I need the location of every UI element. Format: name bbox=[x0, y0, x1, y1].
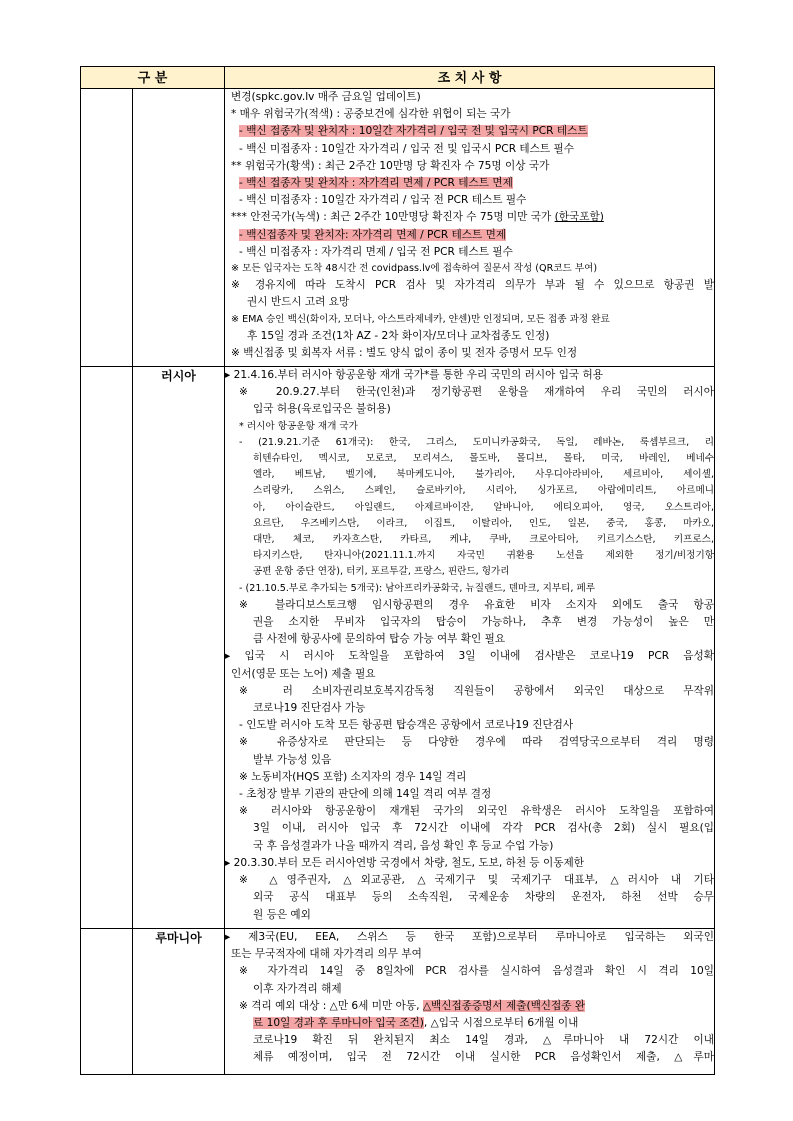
text-line: ※ 러시아와 항공운항이 재개된 국가의 외국인 유학생은 러시아 도착일을 포함하여 bbox=[239, 805, 714, 818]
row-romania bbox=[81, 929, 715, 1075]
text-line: 3일 이내, 러시아 입국 후 72시간 이내에 각각 PCR 검사(총 2회) 실시 필요(입 bbox=[253, 822, 714, 835]
text-line: 이후 자가격리 해제 bbox=[253, 982, 342, 995]
text-line: 변경(spkc.gov.lv 매주 금요일 업데이트) bbox=[231, 91, 421, 103]
text-line: - 인도발 러시아 도착 모든 항공편 탑승객은 공항에서 코로나19 진단검사 bbox=[239, 719, 574, 732]
latvia-content bbox=[225, 89, 715, 367]
text-line bbox=[225, 175, 714, 192]
text-line: - (21.10.5.부로 추가되는 5개국): 남아프리카공화국, 뉴질랜드, 덴마크, 지부티, 페루 bbox=[239, 582, 596, 594]
text-line bbox=[225, 123, 714, 140]
text-line: 대만, 체코, 카자흐스탄, 카타르, 케냐, 쿠바, 크로아티아, 키르기스스탄, 키프로스, bbox=[253, 534, 714, 546]
header-row bbox=[81, 67, 715, 89]
text-line: ※ EMA 승인 백신(화이자, 모더나, 아스트라제네카, 얀센)만 인정되며, 모든 접종 과정 완료 bbox=[231, 313, 610, 325]
russia-content bbox=[225, 367, 715, 929]
text-line: 공편 운항 중단 연장), 터키, 포르투갈, 프랑스, 핀란드, 헝가리 bbox=[253, 566, 510, 578]
highlight-text: - 백신 접종자 및 완치자 : 자가격리 면제 / PCR 테스트 면제 bbox=[239, 177, 513, 190]
text-line bbox=[225, 209, 714, 226]
text-line bbox=[225, 1015, 714, 1032]
text-line: ▸ 입국 시 러시아 도착일을 포함하여 3일 이내에 검사받은 코로나19 PCR 음성확 bbox=[225, 650, 714, 663]
text-line: - 백신 미접종자 : 자가격리 면제 / 입국 전 PCR 테스트 필수 bbox=[239, 245, 513, 258]
blank-cell bbox=[81, 367, 133, 929]
underlined-text: (한국포함) bbox=[554, 211, 604, 224]
country-cell-empty bbox=[133, 89, 225, 367]
highlight-text: 료 10일 경과 후 루마니아 입국 조건) bbox=[253, 1017, 424, 1030]
highlight-text: - 백신 접종자 및 완치자 : 10일간 자가격리 / 입국 전 및 입국시 PCR 테스트 bbox=[239, 125, 588, 138]
text-line: - (21.9.21.기준 61개국): 한국, 그리스, 도미니카공화국, 독일, 레바논, 룩셈부르크, 리 bbox=[239, 436, 714, 448]
text-line: ※ 20.9.27.부터 한국(인천)과 정기항공편 운항을 재개하여 우리 국민의 러시아 bbox=[239, 386, 714, 399]
text-line: 큼 사전에 항공사에 문의하여 탑승 가능 여부 확인 필요 bbox=[253, 633, 506, 646]
text-line: ** 위험국가(황색) : 최근 2주간 10만명 당 확진자 수 75명 이상 국가 bbox=[231, 159, 550, 172]
text-line: 체류 예정이며, 입국 전 72시간 이내 실시한 PCR 음성확인서 제출, △루마 bbox=[253, 1051, 714, 1064]
text-line: ▸ 21.4.16.부터 러시아 항공운항 재개 국가*를 통한 우리 국민의 러시아 입국 허용 bbox=[225, 369, 603, 381]
blank-cell bbox=[81, 929, 133, 1075]
country-romania: 루마니아 bbox=[133, 929, 225, 1075]
header-category: 구 분 bbox=[81, 67, 225, 89]
text-line: ※ 경유지에 따라 도착시 PCR 검사 및 자가격리 의무가 부과 될 수 있으므로 항공권 발 bbox=[231, 279, 714, 292]
text-line: 아, 아이슬란드, 아일랜드, 아제르바이잔, 알바니아, 에티오피아, 영국, 오스트리아, bbox=[253, 501, 714, 513]
highlight-text: - 백신접종자 및 완치자: 자가격리 면제 / PCR 테스트 면제 bbox=[239, 228, 507, 241]
text-line: ※ 백신접종 및 회복자 서류 : 별도 양식 없이 종이 및 전자 증명서 모두 인정 bbox=[231, 347, 578, 360]
text-line bbox=[225, 998, 714, 1015]
text-line: 엘라, 베트남, 벨기에, 북마케도니아, 불가리아, 사우디아라비아, 세르비아, 세이셸, bbox=[253, 469, 714, 481]
text-line: 입국 허용(육로입국은 불허용) bbox=[253, 403, 391, 416]
text-line: ※ 자가격리 14일 중 8일차에 PCR 검사를 실시하여 음성결과 확인 시 격리 10일 bbox=[239, 965, 714, 978]
text-line: 후 15일 경과 조건(1차 AZ - 2차 화이자/모더나 교차접종도 인정) bbox=[247, 329, 550, 342]
text-line: ※ 블라디보스토크행 임시항공편의 경우 유효한 비자 소지자 외에도 출국 항공 bbox=[239, 598, 714, 611]
country-russia: 러시아 bbox=[133, 367, 225, 929]
text-line: * 매우 위험국가(적색) : 공중보건에 심각한 위협이 되는 국가 bbox=[231, 108, 511, 121]
text-line bbox=[225, 227, 714, 244]
text-line: 히텐슈타인, 멕시코, 모로코, 모리셔스, 몰도바, 몰디브, 몰타, 미국, 바레인, 베네수 bbox=[253, 453, 714, 465]
text-line: 스리랑카, 스위스, 스페인, 슬로바키아, 시리아, 싱가포르, 아랍에미리트, 아르메니 bbox=[253, 485, 714, 497]
text-line: ▸ 20.3.30.부터 모든 러시아연방 국경에서 차량, 철도, 도보, 하천 등 이동제한 bbox=[225, 856, 584, 869]
text-line: ▸ 제3국(EU, EEA, 스위스 등 한국 포함)으로부터 루마니아로 입국하는 외국인 bbox=[225, 931, 714, 943]
text-line: 또는 무국적자에 대해 자가격리 의무 부여 bbox=[231, 948, 422, 961]
text-segment: ※ 격리 예외 대상 : △만 6세 미만 아동, bbox=[239, 999, 420, 1012]
text-segment: *** 안전국가(녹색) : 최근 2주간 10만명당 확진자 수 75명 미만 국가 bbox=[231, 211, 552, 224]
text-segment: , △입국 시점으로부터 6개월 이내 bbox=[423, 1017, 579, 1030]
text-line: - 백신 미접종자 : 10일간 자가격리 / 입국 전 및 입국시 PCR 테스트 필수 bbox=[239, 142, 574, 155]
text-line: 타지키스탄, 탄자니아(2021.11.1.까지 자국민 귀환용 노선을 제외한 정기/비정기항 bbox=[253, 550, 714, 562]
row-latvia-continued bbox=[81, 89, 715, 367]
row-russia bbox=[81, 367, 715, 929]
blank-cell bbox=[81, 89, 133, 367]
text-line: - 백신 미접종자 : 10일간 자가격리 / 입국 전 PCR 테스트 필수 bbox=[239, 194, 527, 207]
header-measures: 조 치 사 항 bbox=[225, 67, 715, 89]
text-line: 원 등은 예외 bbox=[253, 908, 311, 921]
romania-content bbox=[225, 929, 715, 1075]
text-line: 발부 가능성 있음 bbox=[253, 753, 332, 766]
highlight-text: △백신접종증명서 제출(백신접종 완 bbox=[422, 999, 586, 1012]
text-line: ※ 모든 입국자는 도착 48시간 전 covidpass.lv에 접속하여 질문서 작성 (QR코드 부여) bbox=[231, 263, 598, 275]
text-line: 코로나19 확진 뒤 완치된지 최소 14일 경과, △루마니아 내 72시간 이내 bbox=[253, 1034, 714, 1047]
text-line: 권을 소지한 무비자 입국자의 탑승이 가능하나, 추후 변경 가능성이 높은 만 bbox=[253, 616, 714, 629]
text-line: ※ 유증상자로 판단되는 등 다양한 경우에 따라 검역당국으로부터 격리 명령 bbox=[239, 736, 714, 749]
text-line: ※ 러 소비자권리보호복지감독청 직원들이 공항에서 외국인 대상으로 무작위 bbox=[239, 684, 714, 697]
text-line: ※ △영주권자, △외교공관, △국제기구 및 국제기구 대표부, △러시아 내 기타 bbox=[239, 874, 714, 887]
text-line: - 초청장 발부 기관의 판단에 의해 14일 격리 여부 결정 bbox=[239, 788, 492, 801]
text-line: 인서(영문 또는 노어) 제출 필요 bbox=[231, 667, 376, 680]
text-line: 외국 공식 대표부 등의 소속직원, 국제운송 차량의 운전자, 하천 선박 승무 bbox=[253, 891, 714, 904]
text-line: 요르단, 우즈베키스탄, 이라크, 이집트, 이탈리아, 인도, 일본, 중국, 홍콩, 마카오, bbox=[253, 517, 714, 529]
text-line: 코로나19 진단검사 가능 bbox=[253, 702, 366, 715]
text-line: 국 후 음성결과가 나올 때까지 격리, 음성 확인 후 등교 수업 가능) bbox=[253, 839, 554, 852]
text-line: ※ 노동비자(HQS 포함) 소지자의 경우 14일 격리 bbox=[239, 770, 467, 783]
measures-table bbox=[80, 66, 715, 1075]
text-line: * 러시아 항공운항 재개 국가 bbox=[239, 420, 358, 432]
text-line: 권시 반드시 고려 요망 bbox=[247, 296, 350, 309]
